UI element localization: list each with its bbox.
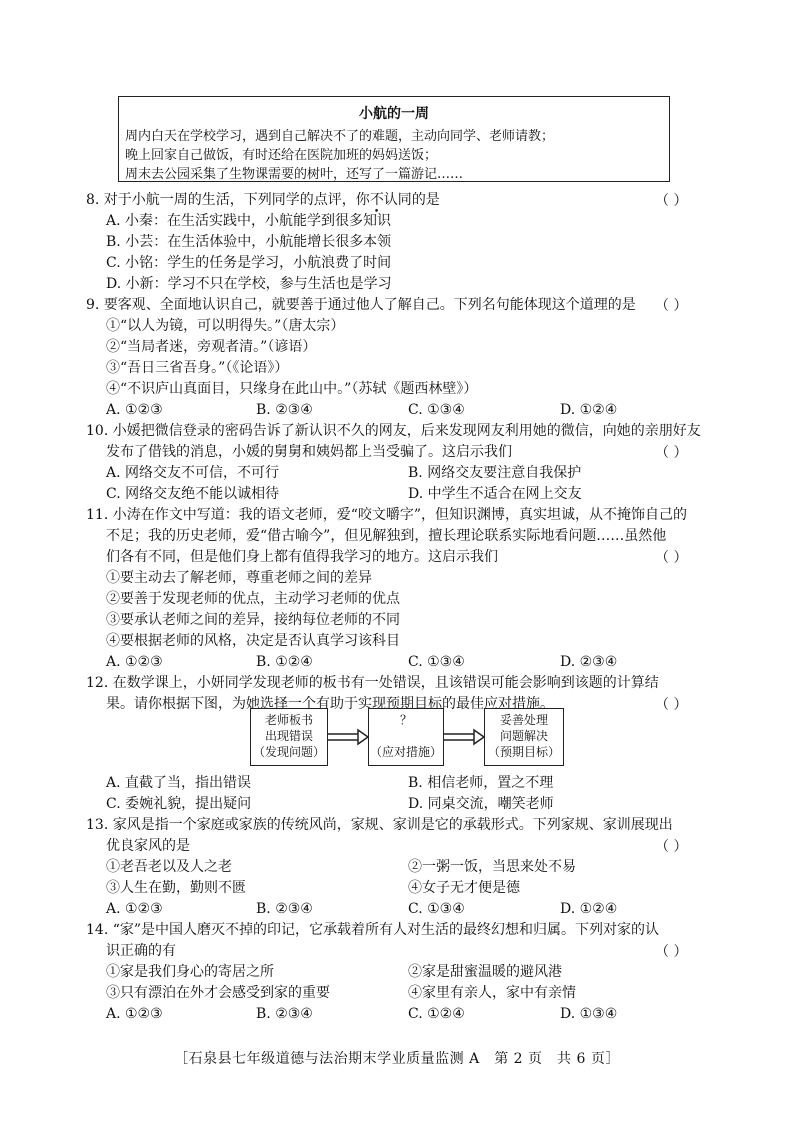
question-13-option-c[interactable]: C. ①③④	[408, 901, 465, 917]
question-8-stem-end: 的是	[411, 192, 440, 208]
question-13-option-a[interactable]: A. ①②③	[106, 901, 163, 917]
flow-box-measure	[368, 708, 444, 766]
flow-text: （应对措施）	[369, 745, 442, 759]
question-10-option-d[interactable]: D. 中学生不适合在网上交友	[408, 486, 582, 502]
question-13-item: ①老吾老以及人之老	[106, 859, 232, 875]
question-8-stem-text: 8. 对于小航一周的生活，下列同学的点评，你	[86, 192, 370, 208]
intro-box-line: 周内白天在学校学习，遇到自己解决不了的难题，主动向同学、老师请教；	[125, 129, 555, 144]
question-8-option-d[interactable]: D. 小新：学习不只在学校，参与生活也是学习	[106, 276, 392, 292]
question-14-option-d[interactable]: D. ①③④	[560, 1006, 618, 1022]
question-12-option-a[interactable]: A. 直截了当，指出错误	[106, 775, 252, 791]
question-13-stem: 13. 家风是指一个家庭或家族的传统风尚，家规、家训是它的承载形式。下列家规、家训展现出	[86, 817, 673, 833]
intro-box-line: 晚上回家自己做饭，有时还给在医院加班的妈妈送饭；	[125, 148, 438, 163]
intro-box	[118, 96, 670, 182]
question-14-option-c[interactable]: C. ①②④	[408, 1006, 465, 1022]
question-9-item: ④“不识庐山真面目，只缘身在此山中。”（苏轼《题西林壁》）	[106, 381, 478, 397]
question-8-option-b[interactable]: B. 小芸：在生活体验中，小航能增长很多本领	[106, 234, 392, 250]
question-13-stem: 优良家风的是	[106, 838, 190, 854]
question-13-item: ④女子无才便是德	[408, 880, 520, 896]
flow-text: （发现问题）	[252, 745, 325, 759]
flow-text: （预期目标）	[487, 745, 560, 759]
question-9-option-b[interactable]: B. ②③④	[256, 402, 313, 418]
flow-text: 问题解决	[499, 729, 548, 743]
question-9-item: ②“当局者迷，旁观者清。”（谚语）	[106, 339, 317, 355]
question-14-option-a[interactable]: A. ①②③	[106, 1006, 163, 1022]
question-9-item: ①“以人为镜，可以明得失。”（唐太宗）	[106, 318, 345, 334]
answer-paren[interactable]: （ ）	[655, 193, 688, 209]
question-12-option-c[interactable]: C. 委婉礼貌，提出疑问	[106, 796, 252, 812]
question-14-item: ③只有漂泊在外才会感受到家的重要	[106, 985, 330, 1001]
question-9-option-a[interactable]: A. ①②③	[106, 402, 163, 418]
question-12-option-b[interactable]: B. 相信老师，置之不理	[408, 775, 554, 791]
flow-text: 老师板书	[264, 713, 313, 727]
question-11-stem: 不足；我的历史老师，爱“借古喻今”，但见解独到，擅长理论联系实际地看问题……虽然他	[106, 528, 667, 544]
question-10-option-b[interactable]: B. 网络交友要注意自我保护	[408, 465, 582, 481]
question-9-item: ③“吾日三省吾身。”（《论语》）	[106, 360, 289, 376]
question-11-item: ④要根据老师的风格，决定是否认真学习该科目	[106, 633, 400, 649]
flow-text: 妥善处理	[499, 713, 548, 727]
question-14-stem: 识正确的有	[106, 943, 176, 959]
question-10-stem: 10. 小媛把微信登录的密码告诉了新认识不久的网友，后来发现网友利用她的微信，向她的亲朋好友	[86, 423, 701, 439]
flow-text	[369, 728, 443, 744]
question-10-option-c[interactable]: C. 网络交友绝不能以诚相待	[106, 486, 280, 502]
flow-text: ？	[399, 713, 412, 727]
question-11-stem: 们各有不同，但是他们身上都有值得我学习的地方。这启示我们	[106, 549, 498, 565]
question-9-stem: 9. 要客观、全面地认识自己，就要善于通过他人了解自己。下列名句能体现这个道理的是	[86, 297, 636, 313]
question-9-option-c[interactable]: C. ①③④	[408, 402, 465, 418]
question-11-option-b[interactable]: B. ①②④	[256, 654, 313, 670]
question-11-option-d[interactable]: D. ②③④	[560, 654, 618, 670]
answer-paren[interactable]: （ ）	[655, 697, 688, 713]
question-8-option-c[interactable]: C. 小铭：学生的任务是学习，小航浪费了时间	[106, 255, 392, 271]
answer-paren[interactable]: （ ）	[655, 944, 688, 960]
question-12-option-d[interactable]: D. 同桌交流，嘲笑老师	[408, 796, 554, 812]
question-8-stem	[86, 190, 440, 210]
question-12-stem: 12. 在数学课上，小妍同学发现老师的板书有一处错误，且该错误可能会影响到该题的计算结	[86, 675, 659, 691]
question-11-item: ①要主动去了解老师，尊重老师之间的差异	[106, 570, 372, 586]
question-11-option-a[interactable]: A. ①②③	[106, 654, 163, 670]
answer-paren[interactable]: （ ）	[655, 298, 688, 314]
question-11-option-c[interactable]: C. ①③④	[408, 654, 465, 670]
question-9-option-d[interactable]: D. ①②④	[560, 402, 618, 418]
question-8-option-a[interactable]: A. 小秦：在生活实践中，小航能学到很多知识	[106, 213, 392, 229]
question-14-option-b[interactable]: B. ②③④	[256, 1006, 313, 1022]
question-14-stem: 14. “家”是中国人磨灭不掉的印记，它承载着所有人对生活的最终幻想和归属。下列对家的认	[86, 922, 660, 938]
flow-box-goal	[484, 708, 564, 766]
answer-paren[interactable]: （ ）	[655, 550, 688, 566]
question-13-option-d[interactable]: D. ①②④	[560, 901, 618, 917]
question-11-item: ②要善于发现老师的优点，主动学习老师的优点	[106, 591, 400, 607]
question-8-emphasis: 不认同	[369, 192, 412, 208]
answer-paren[interactable]: （ ）	[655, 839, 688, 855]
question-13-item: ②一粥一饭，当思来处不易	[408, 859, 576, 875]
question-11-stem: 11. 小涛在作文中写道：我的语文老师，爱“咬文嚼字”，但知识渊博，真实坦诚，从不掩饰自己的	[86, 507, 688, 523]
question-13-option-b[interactable]: B. ②③④	[256, 901, 313, 917]
question-14-item: ②家是甜蜜温暖的避风港	[408, 964, 562, 980]
flow-arrow-icon	[328, 727, 370, 747]
answer-paren[interactable]: （ ）	[655, 445, 688, 461]
question-14-item: ①家是我们身心的寄居之所	[106, 964, 274, 980]
intro-box-title: 小航的一周	[359, 106, 429, 122]
page-footer: ［石泉县七年级道德与法治期末学业质量监测 A 第 2 页 共 6 页］	[174, 1051, 620, 1067]
question-13-item: ③人生在勤，勤则不匮	[106, 880, 246, 896]
question-14-item: ④家里有亲人，家中有亲情	[408, 985, 576, 1001]
flow-box-problem	[250, 708, 328, 766]
question-12-stem: 果。请你根据下图，为她选择一个有助于实现预期目标的最佳应对措施。	[106, 696, 554, 712]
flow-arrow-icon	[444, 727, 486, 747]
question-11-item: ③要承认老师之间的差异，接纳每位老师的不同	[106, 612, 400, 628]
question-10-option-a[interactable]: A. 网络交友不可信，不可行	[106, 465, 280, 481]
intro-box-line: 周末去公园采集了生物课需要的树叶，还写了一篇游记……	[125, 167, 464, 182]
flow-text: 出现错误	[264, 729, 313, 743]
question-10-stem: 发布了借钱的消息，小媛的舅舅和姨妈都上当受骗了。这启示我们	[106, 444, 512, 460]
